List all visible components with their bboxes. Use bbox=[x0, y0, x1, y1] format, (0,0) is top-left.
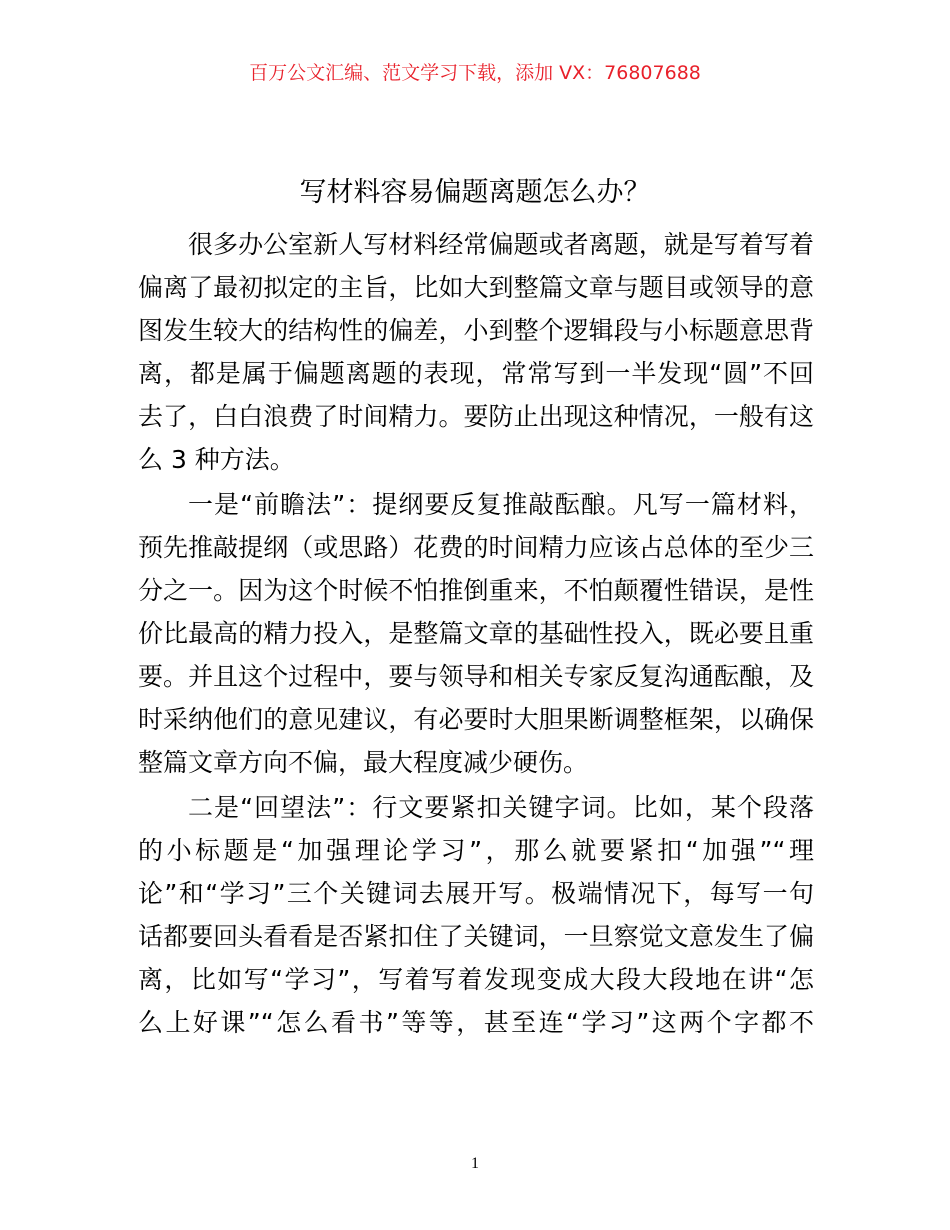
watermark-header: 百万公文汇编、范文学习下载，添加 VX：76807688 bbox=[249, 62, 701, 84]
paragraph-intro bbox=[138, 223, 814, 481]
paragraph-method-2 bbox=[138, 786, 814, 1044]
text-line: 去了，白白浪费了时间精力。要防止出现这种情况，一般有这 bbox=[138, 402, 814, 431]
text-line: 要。并且这个过程中，要与领导和相关专家反复沟通酝酿，及 bbox=[138, 662, 814, 691]
text-line: 话都要回头看看是否紧扣住了关键词，一旦察觉文意发生了偏 bbox=[138, 922, 814, 951]
text-line: 偏离了最初拟定的主旨，比如大到整篇文章与题目或领导的意 bbox=[138, 273, 814, 302]
text-line: 价比最高的精力投入，是整篇文章的基础性投入，既必要且重 bbox=[138, 619, 814, 648]
text-line: 离，都是属于偏题离题的表现，常常写到一半发现“圆”不回 bbox=[138, 359, 814, 388]
text-line: 预先推敲提纲（或思路）花费的时间精力应该占总体的至少三 bbox=[138, 533, 814, 562]
text-line: 图发生较大的结构性的偏差，小到整个逻辑段与小标题意思背 bbox=[138, 316, 814, 345]
paragraph-method-1 bbox=[138, 483, 814, 784]
page-number: 1 bbox=[471, 1155, 479, 1172]
text-line: 离，比如写“学习”，写着写着发现变成大段大段地在讲“怎 bbox=[138, 965, 814, 994]
text-line: 分之一。因为这个时候不怕推倒重来，不怕颠覆性错误，是性 bbox=[138, 576, 814, 605]
text-line: 一是“前瞻法”：提纲要反复推敲酝酿。凡写一篇材料， bbox=[188, 490, 814, 519]
text-line: 整篇文章方向不偏，最大程度减少硬伤。 bbox=[138, 748, 589, 777]
text-line: 时采纳他们的意见建议，有必要时大胆果断调整框架，以确保 bbox=[138, 705, 814, 734]
document-title: 写材料容易偏题离题怎么办？ bbox=[299, 177, 651, 208]
text-line: 论”和“学习”三个关键词去展开写。极端情况下，每写一句 bbox=[138, 879, 814, 908]
text-line: 很多办公室新人写材料经常偏题或者离题，就是写着写着 bbox=[188, 230, 814, 259]
text-line: 二是“回望法”：行文要紧扣关键字词。比如，某个段落 bbox=[188, 793, 814, 822]
document-body bbox=[138, 223, 814, 1046]
text-line: 么 3 种方法。 bbox=[138, 445, 295, 474]
text-line: 么上好课”“怎么看书”等等，甚至连“学习”这两个字都不 bbox=[138, 1008, 814, 1037]
text-line: 的小标题是“加强理论学习”，那么就要紧扣“加强”“理 bbox=[138, 836, 814, 865]
